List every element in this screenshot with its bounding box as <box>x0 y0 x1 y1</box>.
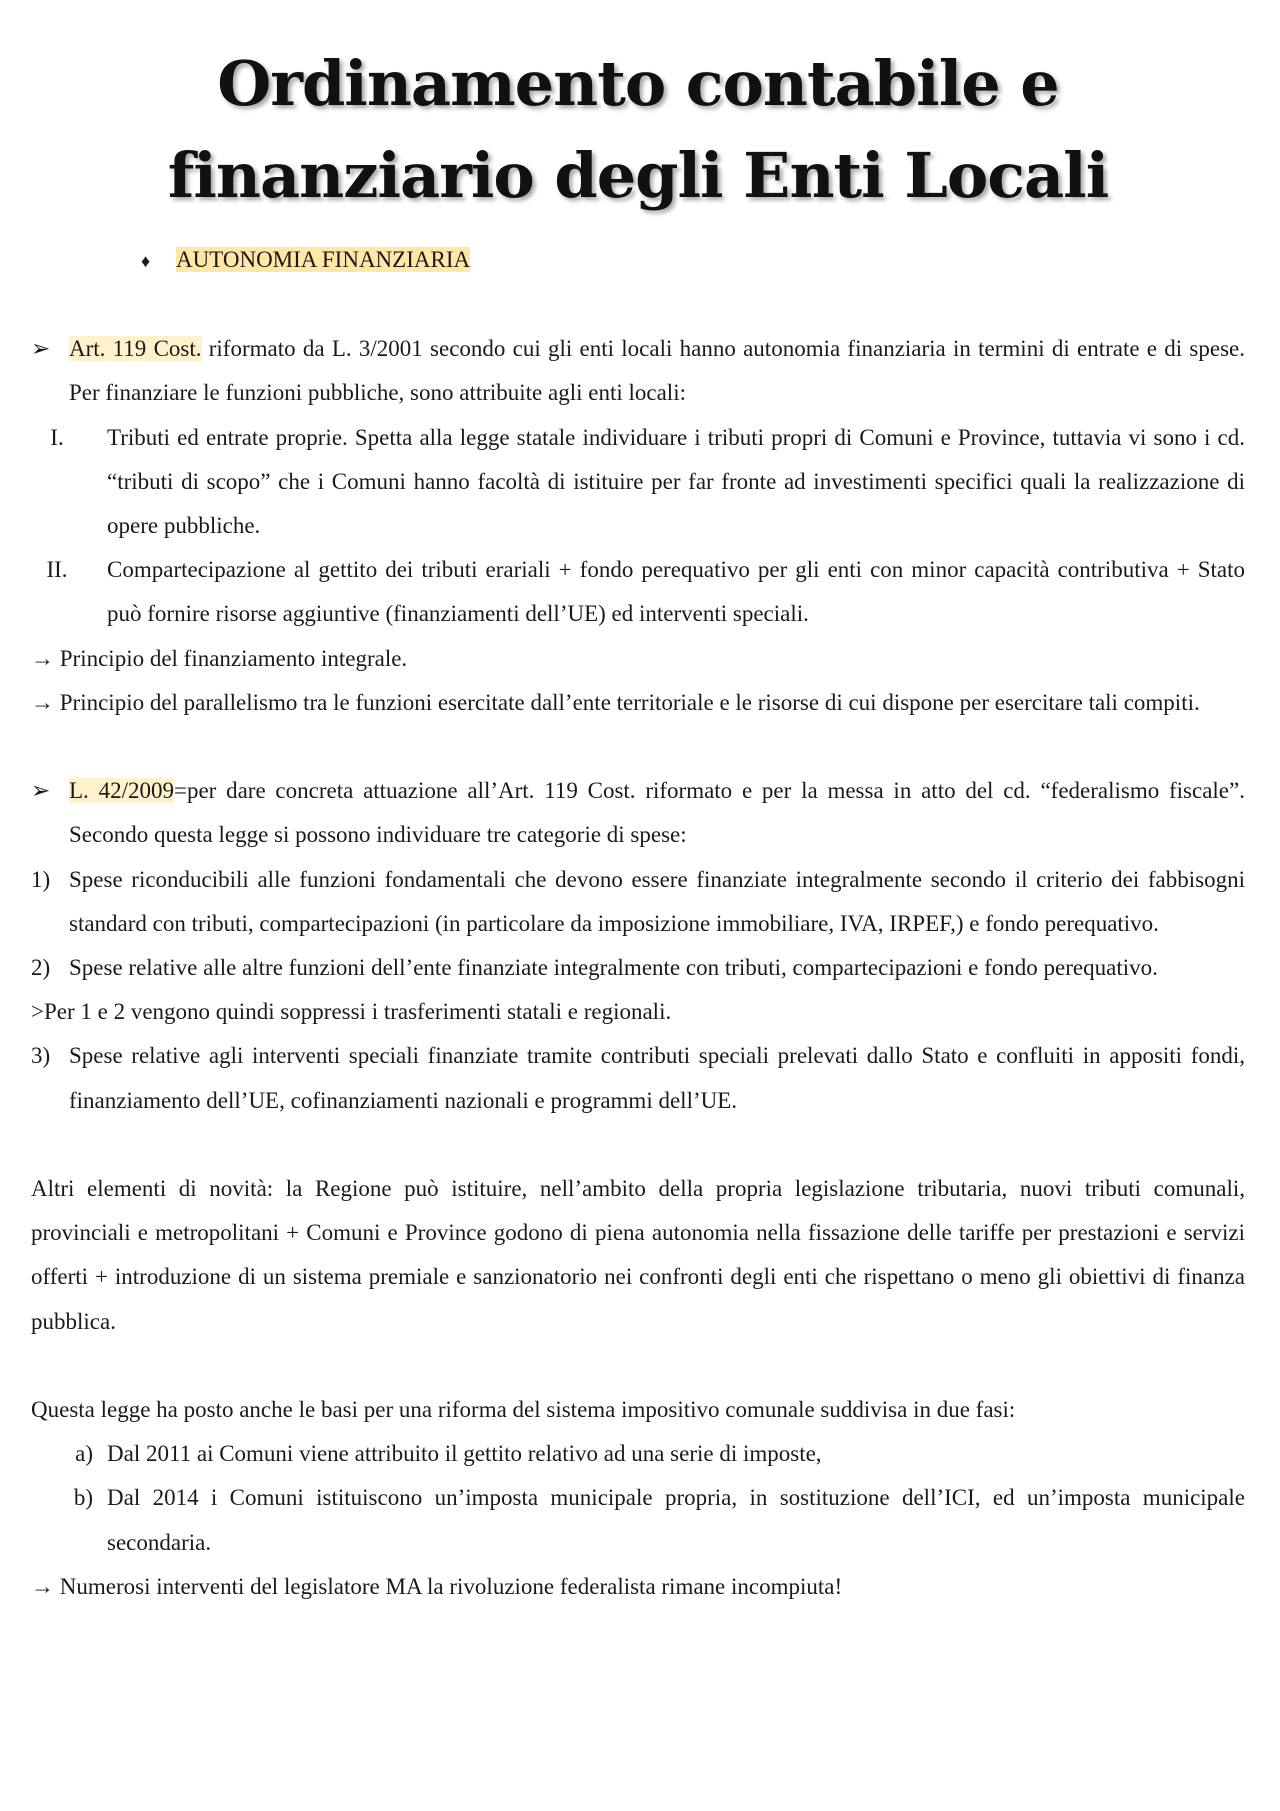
list-item <box>31 1432 1245 1476</box>
arrow-icon: → <box>31 1573 54 1599</box>
list-marker: 2) <box>31 955 51 981</box>
l42-text: =per dare concreta attuazione all’Art. 119 Cost. riformato e per la messa in atto del cd. “federalismo fiscale”. Secondo questa legge si possono individuare tre categorie di spese: <box>69 778 1245 848</box>
list-item <box>31 416 1245 549</box>
art119-text: riformato da L. 3/2001 secondo cui gli enti locali hanno autonomia finanziaria in termini di entrate e di spese. Per finanziare le funzioni pubbliche, sono attribuite agli enti locali: <box>69 336 1245 406</box>
list-item <box>31 548 1245 636</box>
l42-paragraph <box>31 769 1245 857</box>
list-item-text: Spese relative agli interventi speciali finanziate tramite contributi speciali prelevati dallo Stato e confluiti in appositi fondi, finanziamento dell’UE, cofinanziamenti nazionali e programmi dell’UE. <box>69 1043 1245 1113</box>
conclusion-text: Numerosi interventi del legislatore MA la rivoluzione federalista rimane incompiuta! <box>59 1573 843 1599</box>
list-marker: II. <box>46 557 68 583</box>
list-item <box>31 1034 1245 1122</box>
list-item-text: Spese relative alle altre funzioni dell’ente finanziate integralmente con tributi, compartecipazioni e fondo perequativo. <box>69 955 1158 981</box>
arrowhead-bullet-icon: ➢ <box>31 336 51 362</box>
arrowhead-bullet-icon: ➢ <box>31 778 51 804</box>
l42-ref: L. 42/2009 <box>69 778 174 804</box>
list-item <box>31 946 1245 990</box>
list-item-text: Compartecipazione al gettito dei tributi erariali + fondo perequativo per gli enti con minor capacità contributiva + Stato può fornire risorse aggiuntive (finanziamenti dell’UE) ed interventi speciali. <box>107 557 1245 627</box>
list-marker: a) <box>75 1441 93 1467</box>
list-marker: b) <box>73 1485 93 1511</box>
paragraph-riforma: Questa legge ha posto anche le basi per una riforma del sistema impositivo comunale suddivisa in due fasi: <box>31 1397 1016 1423</box>
principle-2-text: Principio del parallelismo tra le funzioni esercitate dall’ente territoriale e le risorse di cui dispone per esercitare tali compiti. <box>54 689 1200 715</box>
list-item-text: Dal 2011 ai Comuni viene attribuito il gettito relativo ad una serie di imposte, <box>107 1441 822 1467</box>
section-heading <box>141 238 1245 283</box>
arrow-icon: → <box>31 645 54 671</box>
list-item <box>31 1476 1245 1564</box>
title-line-1: Ordinamento contabile e <box>217 47 1059 120</box>
arrow-icon: → <box>31 689 54 715</box>
document-title <box>31 38 1245 222</box>
principle-1 <box>31 637 1245 681</box>
list-marker: 1) <box>31 866 51 892</box>
list-marker: 3) <box>31 1043 51 1069</box>
list-item <box>31 858 1245 946</box>
principle-2 <box>31 681 1245 725</box>
principle-1-text: Principio del finanziamento integrale. <box>59 645 408 671</box>
list-marker: I. <box>50 424 64 450</box>
list-item-text: Dal 2014 i Comuni istituiscono un’imposta municipale propria, in sostituzione dell’ICI, ed un’imposta municipale secondaria. <box>107 1485 1245 1555</box>
list-item-text: Tributi ed entrate proprie. Spetta alla legge statale individuare i tributi propri di Comuni e Province, tuttavia vi sono i cd. “tributi di scopo” che i Comuni hanno facoltà di istituire per far fronte ad investimenti specifici quali la realizzazione di opere pubbliche. <box>107 424 1245 538</box>
art119-paragraph <box>31 327 1245 415</box>
section-heading-text: AUTONOMIA FINANZIARIA <box>176 247 471 272</box>
conclusion <box>31 1565 1245 1609</box>
title-line-2: finanziario degli Enti Locali <box>167 139 1109 212</box>
note: >Per 1 e 2 vengono quindi soppressi i trasferimenti statali e regionali. <box>31 999 672 1025</box>
document-body <box>31 283 1245 1609</box>
paragraph-altri-elementi: Altri elementi di novità: la Regione può istituire, nell’ambito della propria legislazione tributaria, nuovi tributi comunali, provinciali e metropolitani + Comuni e Province godono di piena autonomia nella fissazione delle tariffe per prestazioni e servizi offerti + introduzione di un sistema premiale e sanzionatorio nei confronti degli enti che rispettano o meno gli obiettivi di finanza pubblica. <box>31 1176 1245 1334</box>
list-item-text: Spese riconducibili alle funzioni fondamentali che devono essere finanziate integralmente secondo il criterio dei fabbisogni standard con tributi, compartecipazioni (in particolare da imposizione immobiliare, IVA, IRPEF,) e fondo perequativo. <box>69 866 1245 936</box>
art119-ref: Art. 119 Cost. <box>69 336 202 362</box>
diamond-bullet-icon: ♦ <box>141 251 151 271</box>
